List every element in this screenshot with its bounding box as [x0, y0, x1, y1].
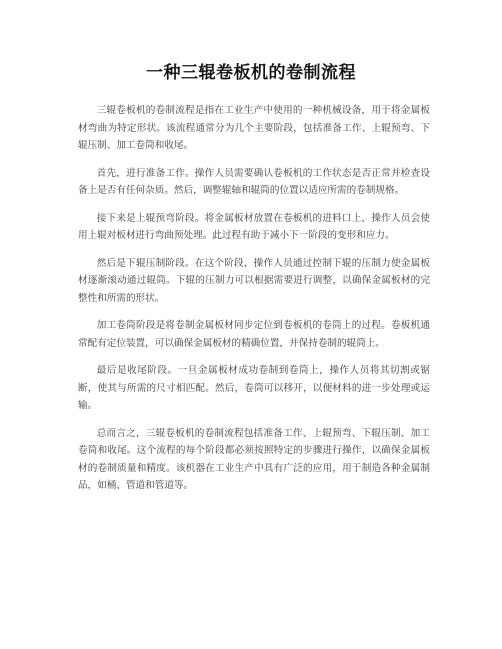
paragraph-upper-roll-prebend: 接下来是上辊预弯阶段。将金属板材放置在卷板机的进料口上，操作人员会使用上辊对板材进行弯曲预处理。此过程有助于减小下一阶段的变形和应力。 — [78, 212, 430, 241]
paragraph-intro: 三辊卷板机的卷制流程是指在工业生产中使用的一种机械设备，用于将金属板材弯曲为特定形状。该流程通常分为几个主要阶段，包括准备工作、上辊预弯、下辊压制、加工卷筒和收尾。 — [78, 105, 430, 151]
paragraph-roll-processing: 加工卷筒阶段是将卷制金属板材同步定位到卷板机的卷筒上的过程。卷板机通常配有定位装置，可以确保金属板材的精确位置，并保持卷制的辊筒上。 — [78, 320, 430, 349]
paragraph-summary: 总而言之，三辊卷板机的卷制流程包括准备工作、上辊预弯、下辊压制、加工卷筒和收尾。这个流程的每个阶段都必须按照特定的步骤进行操作，以确保金属板材的卷制质量和精度。该机器在工业生产中具有广泛的应用，用于制造各种金属制品，如桶、管道和管道等。 — [78, 427, 430, 491]
paragraph-lower-roll-press: 然后是下辊压制阶段。在这个阶段，操作人员通过控制下辊的压制力使金属板材逐渐滚动通过辊筒。下辊的压制力可以根据需要进行调整，以确保金属板材的完整性和所需的形状。 — [78, 257, 430, 304]
paragraph-preparation: 首先，进行准备工作。操作人员需要确认卷板机的工作状态是否正常并检查设备上是否有任何杂质。然后，调整辊轴和辊筒的位置以适应所需的卷制规格。 — [78, 167, 430, 196]
document-title: 一种三辊卷板机的卷制流程 — [146, 63, 356, 83]
document-body — [78, 102, 430, 505]
paragraph-finishing: 最后是收尾阶段。一旦金属板材成功卷制到卷筒上，操作人员将其切割或锯断，使其与所需的尺寸相匹配。然后，卷筒可以移开，以便材料的进一步处理或运输。 — [78, 365, 430, 411]
